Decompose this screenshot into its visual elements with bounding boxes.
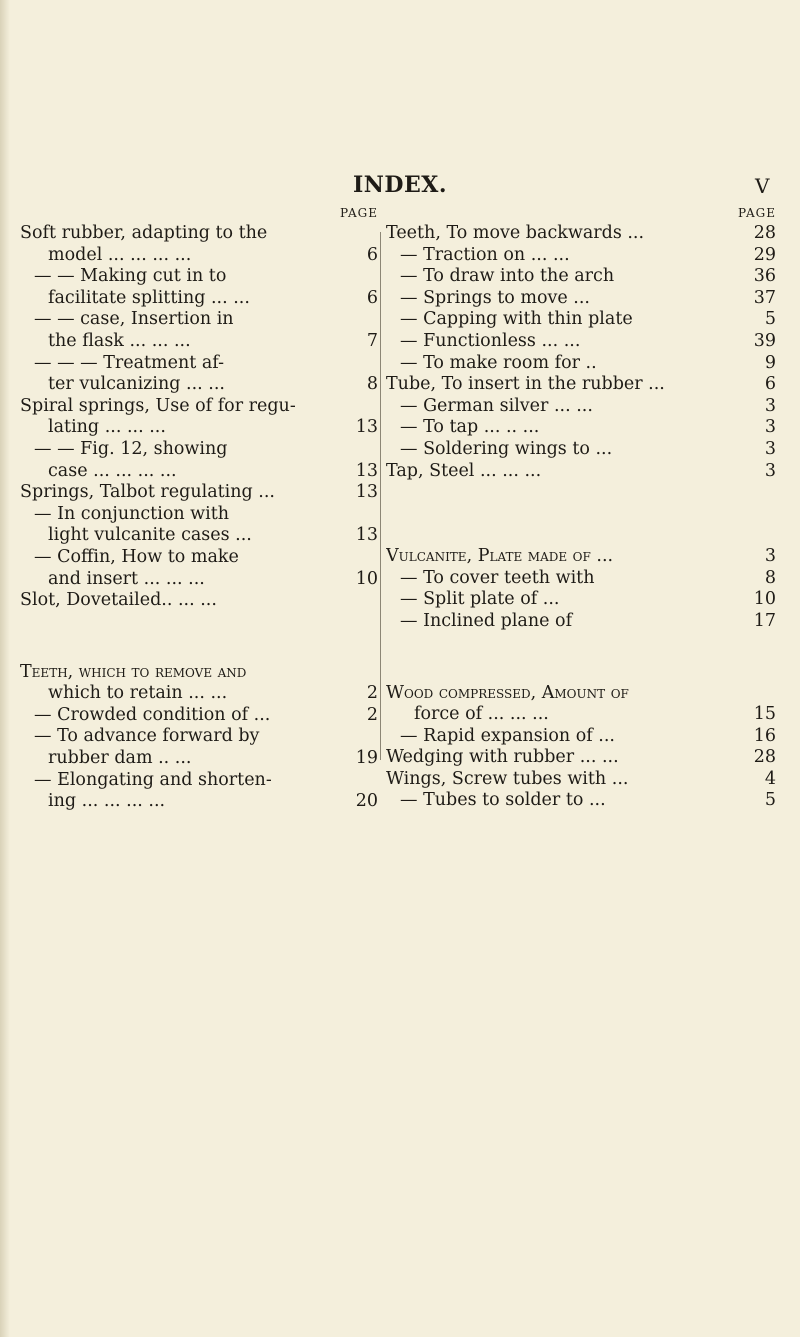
index-entry: model ... ... ... ... 6 bbox=[48, 244, 378, 265]
index-entry: lating ... ... ... 13 bbox=[48, 417, 378, 438]
index-entry: — Tubes to solder to ... 5 bbox=[400, 790, 776, 811]
group-spacer bbox=[386, 633, 776, 683]
index-entry: Teeth, To move backwards ... 28 bbox=[386, 223, 776, 243]
index-entry: Vulcanite, Plate made of ... 3 bbox=[386, 546, 776, 567]
index-entry: Wedging with rubber ... ... 28 bbox=[386, 747, 776, 768]
index-entry: — Capping with thin plate 5 bbox=[400, 309, 776, 330]
index-entry: Soft rubber, adapting to the bbox=[20, 223, 268, 243]
index-entry: facilitate splitting ... ... 6 bbox=[48, 287, 378, 308]
index-entry: — Elongating and shorten- bbox=[34, 769, 272, 790]
index-entry: — Functionless ... ... 39 bbox=[400, 330, 776, 351]
index-entry: — Inclined plane of 17 bbox=[400, 610, 776, 631]
group-spacer bbox=[386, 482, 776, 546]
index-entry: Teeth, which to remove and bbox=[20, 661, 247, 682]
index-entry: Tap, Steel ... ... ... 3 bbox=[386, 460, 776, 481]
index-entry: — — case, Insertion in bbox=[34, 309, 234, 330]
left-index-column bbox=[20, 204, 378, 813]
index-group bbox=[20, 662, 378, 813]
index-entry: Spiral springs, Use of for regu- bbox=[20, 395, 296, 416]
index-entry: Tube, To insert in the rubber ... 6 bbox=[386, 374, 776, 395]
index-entry: — Soldering wings to ... 3 bbox=[400, 438, 776, 459]
column-divider bbox=[380, 232, 381, 760]
index-entry: — To advance forward by bbox=[34, 726, 260, 747]
right-index-column bbox=[386, 204, 776, 812]
index-entry: — Coffin, How to make bbox=[34, 546, 239, 567]
index-entry: — To draw into the arch 36 bbox=[400, 266, 776, 287]
index-entry: Springs, Talbot regulating ... 13 bbox=[20, 482, 378, 503]
index-entry: case ... ... ... ... 13 bbox=[48, 460, 378, 481]
index-entry: Slot, Dovetailed.. ... ... bbox=[20, 590, 217, 611]
index-entry: — Rapid expansion of ... 16 bbox=[400, 725, 776, 746]
index-group bbox=[386, 683, 776, 813]
index-entry: — In conjunction with bbox=[34, 503, 230, 524]
index-entry: rubber dam .. ... 19 bbox=[48, 748, 378, 769]
index-entry: force of ... ... ... 15 bbox=[414, 704, 776, 725]
group-spacer bbox=[20, 612, 378, 662]
index-group bbox=[386, 546, 776, 632]
index-group bbox=[386, 223, 776, 482]
index-entry: — To make room for .. 9 bbox=[400, 352, 776, 373]
index-entry: ing ... ... ... ... 20 bbox=[48, 791, 378, 812]
index-entry: — Springs to move ... 37 bbox=[400, 287, 776, 308]
index-entry: light vulcanite cases ... 13 bbox=[48, 525, 378, 546]
index-entry: the flask ... ... ... 7 bbox=[48, 330, 378, 351]
page-title: INDEX. bbox=[353, 172, 447, 198]
index-entry: — — — Treatment af- bbox=[34, 352, 225, 373]
index-group bbox=[20, 223, 378, 612]
index-entry: which to retain ... ... 2 bbox=[48, 683, 378, 704]
page-number: V bbox=[755, 174, 770, 198]
page-column-label: PAGE bbox=[340, 206, 378, 220]
page-column-label: PAGE bbox=[738, 206, 776, 220]
index-entry: — German silver ... ... 3 bbox=[400, 395, 776, 416]
index-entry: — Split plate of ... 10 bbox=[400, 589, 776, 610]
index-entry: — — Fig. 12, showing bbox=[34, 438, 228, 459]
page-binding-shadow bbox=[0, 0, 10, 1337]
index-entry: — Crowded condition of ... 2 bbox=[34, 704, 378, 725]
index-entry: and insert ... ... ... 10 bbox=[48, 568, 378, 589]
index-entry: — To cover teeth with 8 bbox=[400, 567, 776, 588]
index-entry: — To tap ... .. ... 3 bbox=[400, 417, 776, 438]
index-entry: — Traction on ... ... 29 bbox=[400, 244, 776, 265]
index-entry: Wings, Screw tubes with ... 4 bbox=[386, 768, 776, 789]
index-entry: — — Making cut in to bbox=[34, 266, 227, 287]
index-entry: ter vulcanizing ... ... 8 bbox=[48, 374, 378, 395]
index-entry: Wood compressed, Amount of bbox=[386, 682, 629, 703]
